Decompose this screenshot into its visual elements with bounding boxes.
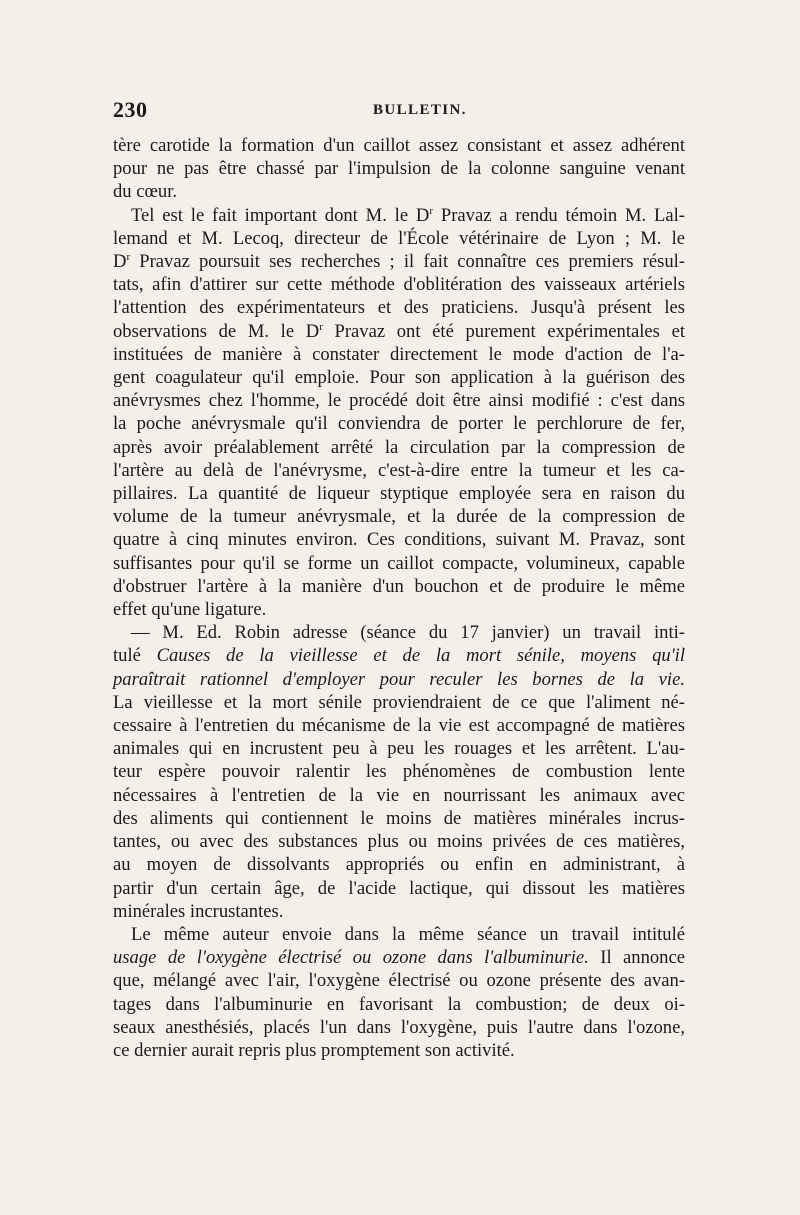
page-number: 230 <box>113 97 148 122</box>
italic-title: Causes de la vieillesse et de la mort sénile, moyens qu'il <box>156 645 685 667</box>
text-line <box>113 180 685 203</box>
line-text: tulé <box>113 645 157 667</box>
text-line <box>113 552 685 575</box>
text-line <box>113 459 685 482</box>
text-line <box>113 714 685 737</box>
line-text: Pravaz a rendu témoin M. Lal- <box>433 204 686 226</box>
text-line <box>113 1016 685 1039</box>
text-line <box>113 250 685 273</box>
line-text: Pravaz ont été purement expérimentales et <box>322 320 685 342</box>
page-header <box>113 97 685 127</box>
superscript: r <box>126 250 131 263</box>
text-line <box>113 598 685 621</box>
line-text: tantes, ou avec des substances plus ou moins privées de ces matières, <box>113 831 685 853</box>
superscript: r <box>429 204 434 217</box>
text-line <box>113 575 685 598</box>
line-text: des aliments qui contiennent le moins de matières minérales incrus- <box>113 807 685 829</box>
line-text: l'attention des expérimentateurs et des praticiens. Jusqu'à présent les <box>113 297 685 319</box>
text-line <box>113 621 685 644</box>
text-line <box>113 807 685 830</box>
line-text: teur espère pouvoir ralentir les phénomènes de combustion lente <box>113 761 685 783</box>
text-line <box>113 853 685 876</box>
text-line <box>113 366 685 389</box>
text-line <box>113 691 685 714</box>
line-text: du cœur. <box>113 181 178 203</box>
text-line <box>113 760 685 783</box>
text-line <box>113 320 685 343</box>
line-text: pour ne pas être chassé par l'impulsion de la colonne sanguine venant <box>113 158 685 180</box>
text-line <box>113 969 685 992</box>
line-text: au moyen de dissolvants appropriés ou enfin en administrant, à <box>113 854 685 876</box>
line-text: instituées de manière à constater directement le mode d'action de l'a- <box>113 343 685 365</box>
line-text: effet qu'une ligature. <box>113 599 267 621</box>
line-text: après avoir préalablement arrêté la circulation par la compression de <box>113 436 685 458</box>
text-line <box>113 1039 685 1062</box>
text-line <box>113 482 685 505</box>
line-text: l'artère au delà de l'anévrysme, c'est-à-dire entre la tumeur et les ca- <box>113 459 685 481</box>
line-text: ce dernier aurait repris plus promptement son activité. <box>113 1039 515 1061</box>
text-line <box>113 227 685 250</box>
line-text: Pravaz poursuit ses recherches ; il fait connaître ces premiers résul- <box>130 251 685 273</box>
line-text: la poche anévrysmale qu'il conviendra de porter le perchlorure de fer, <box>113 413 685 435</box>
line-text: partir d'un certain âge, de l'acide lactique, qui dissout les matières <box>113 877 685 899</box>
text-line <box>113 436 685 459</box>
line-text: nécessaires à l'entretien de la vie en nourrissant les animaux avec <box>113 784 685 806</box>
line-text: d'obstruer l'artère à la manière d'un bouchon et de produire le même <box>113 575 685 597</box>
line-text: tère carotide la formation d'un caillot assez consistant et assez adhérent <box>113 135 685 156</box>
line-text: quatre à cinq minutes environ. Ces conditions, suivant M. Pravaz, sont <box>113 529 685 551</box>
line-text: Il annonce <box>588 947 685 969</box>
text-line <box>113 412 685 435</box>
text-line <box>113 900 685 923</box>
line-text: — M. Ed. Robin adresse (séance du 17 janvier) un travail inti- <box>131 622 685 644</box>
italic-title: usage de l'oxygène électrisé ou ozone dans l'albuminurie. <box>113 947 589 969</box>
text-line <box>113 644 685 667</box>
line-text: minérales incrustantes. <box>113 900 284 922</box>
line-text: que, mélangé avec l'air, l'oxygène électrisé ou ozone présente des avan- <box>113 970 685 992</box>
text-line <box>113 157 685 180</box>
line-text: volume de la tumeur anévrysmale, et la durée de la compression de <box>113 506 685 528</box>
superscript: r <box>319 320 323 333</box>
italic-title: paraîtrait rationnel d'employer pour reculer les bornes de la vie. <box>113 668 685 690</box>
text-line <box>113 389 685 412</box>
line-text: tats, afin d'attirer sur cette méthode d'oblitération des vaisseaux artériels <box>113 274 685 296</box>
line-text: seaux anesthésiés, placés l'un dans l'oxygène, puis l'autre dans l'ozone, <box>113 1016 685 1038</box>
line-text: pillaires. La quantité de liqueur styptique employée sera en raison du <box>113 483 685 505</box>
text-line <box>113 784 685 807</box>
text-line <box>113 296 685 319</box>
line-text: gent coagulateur qu'il emploie. Pour son application à la guérison des <box>113 367 685 389</box>
line-text: observations de M. le D <box>113 320 320 342</box>
text-line <box>113 737 685 760</box>
body-text <box>113 134 685 1062</box>
line-text: animales qui en incrustent peu à peu les rouages et les arrêtent. L'au- <box>113 738 685 760</box>
line-text: La vieillesse et la mort sénile proviendraient de ce que l'aliment né- <box>113 691 685 713</box>
text-line <box>113 877 685 900</box>
running-head: BULLETIN. <box>373 102 467 118</box>
text-line <box>113 273 685 296</box>
line-text: Tel est le fait important dont M. le D <box>131 204 430 226</box>
line-text: Le même auteur envoie dans la même séance un travail intitulé <box>131 923 685 945</box>
text-line <box>113 528 685 551</box>
text-line <box>113 505 685 528</box>
line-text: D <box>113 251 127 273</box>
line-text: anévrysmes chez l'homme, le procédé doit être ainsi modifié : c'est dans <box>113 390 685 412</box>
text-line <box>113 993 685 1016</box>
text-line <box>113 343 685 366</box>
line-text: suffisantes pour qu'il se forme un caillot compacte, volumineux, capable <box>113 552 685 574</box>
text-line <box>113 830 685 853</box>
text-line <box>113 946 685 969</box>
text-line <box>113 668 685 691</box>
line-text: lemand et M. Lecoq, directeur de l'École vétérinaire de Lyon ; M. le <box>113 227 685 249</box>
text-line <box>113 134 685 157</box>
line-text: tages dans l'albuminurie en favorisant la combustion; de deux oi- <box>113 993 685 1015</box>
text-line <box>113 923 685 946</box>
line-text: cessaire à l'entretien du mécanisme de la vie est accompagné de matières <box>113 715 685 737</box>
text-line <box>113 204 685 227</box>
